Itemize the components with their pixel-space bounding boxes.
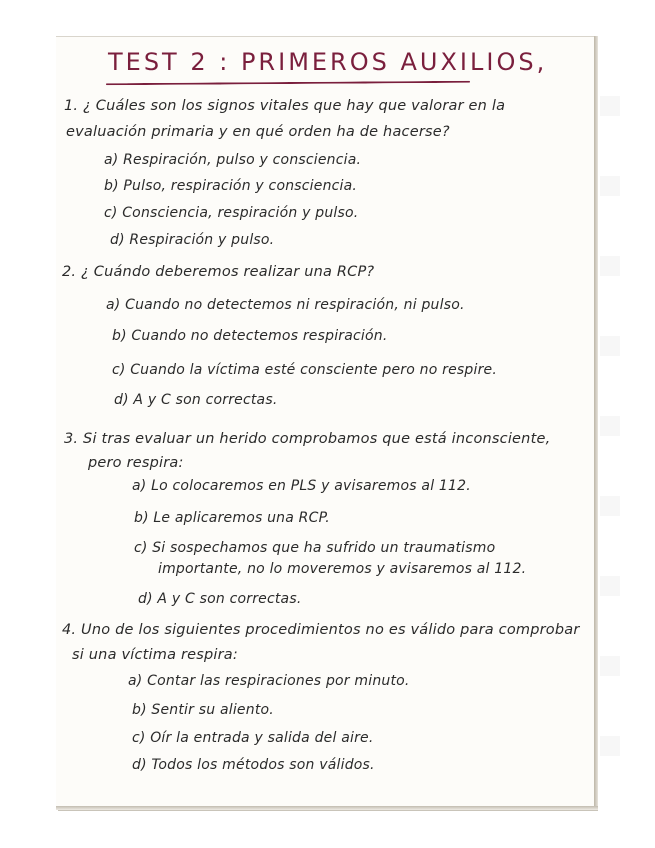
question-4-option-b: b) Sentir su aliento. [132,702,274,718]
question-3-line-2: pero respira: [88,455,184,471]
question-1-option-b: b) Pulso, respiración y consciencia. [104,178,358,194]
question-1-option-c: c) Consciencia, respiración y pulso. [104,205,359,221]
question-3-line-1: 3. Si tras evaluar un herido comprobamos que está inconsciente, [64,431,551,447]
paper-edge-right [594,36,598,808]
question-2-option-b: b) Cuando no detectemos respiración. [112,328,388,344]
question-4-option-d: d) Todos los métodos son válidos. [132,757,375,773]
question-1-option-a: a) Respiración, pulso y consciencia. [104,152,362,168]
question-4-line-1: 4. Uno de los siguientes procedimientos no es válido para comprobar [62,622,580,638]
question-2-option-d: d) A y C son correctas. [114,392,278,408]
question-1-line-2: evaluación primaria y en qué orden ha de hacerse? [66,124,450,140]
question-3-option-b: b) Le aplicaremos una RCP. [134,510,330,526]
question-4-option-a: a) Contar las respiraciones por minuto. [128,673,410,689]
question-3-option-c-continued: importante, no lo moveremos y avisaremos al 112. [158,561,527,577]
question-2-line-1: 2. ¿ Cuándo deberemos realizar una RCP? [62,264,375,280]
question-4-line-2: si una víctima respira: [72,647,238,663]
question-2-option-c: c) Cuando la víctima esté consciente pero no respire. [112,362,497,378]
test-title: TEST 2 : PRIMEROS AUXILIOS, [108,48,548,76]
question-1-option-d: d) Respiración y pulso. [110,232,275,248]
question-3-option-d: d) A y C son correctas. [138,591,302,607]
question-3-option-a: a) Lo colocaremos en PLS y avisaremos al 112. [132,478,471,494]
question-1-line-1: 1. ¿ Cuáles son los signos vitales que hay que valorar en la [64,98,506,114]
question-4-option-c: c) Oír la entrada y salida del aire. [132,730,374,746]
question-3-option-c: c) Si sospechamos que ha sufrido un traumatismo [134,540,496,556]
background-bleed [600,36,620,808]
paper-edge-bottom [56,806,598,810]
question-2-option-a: a) Cuando no detectemos ni respiración, ni pulso. [106,297,465,313]
